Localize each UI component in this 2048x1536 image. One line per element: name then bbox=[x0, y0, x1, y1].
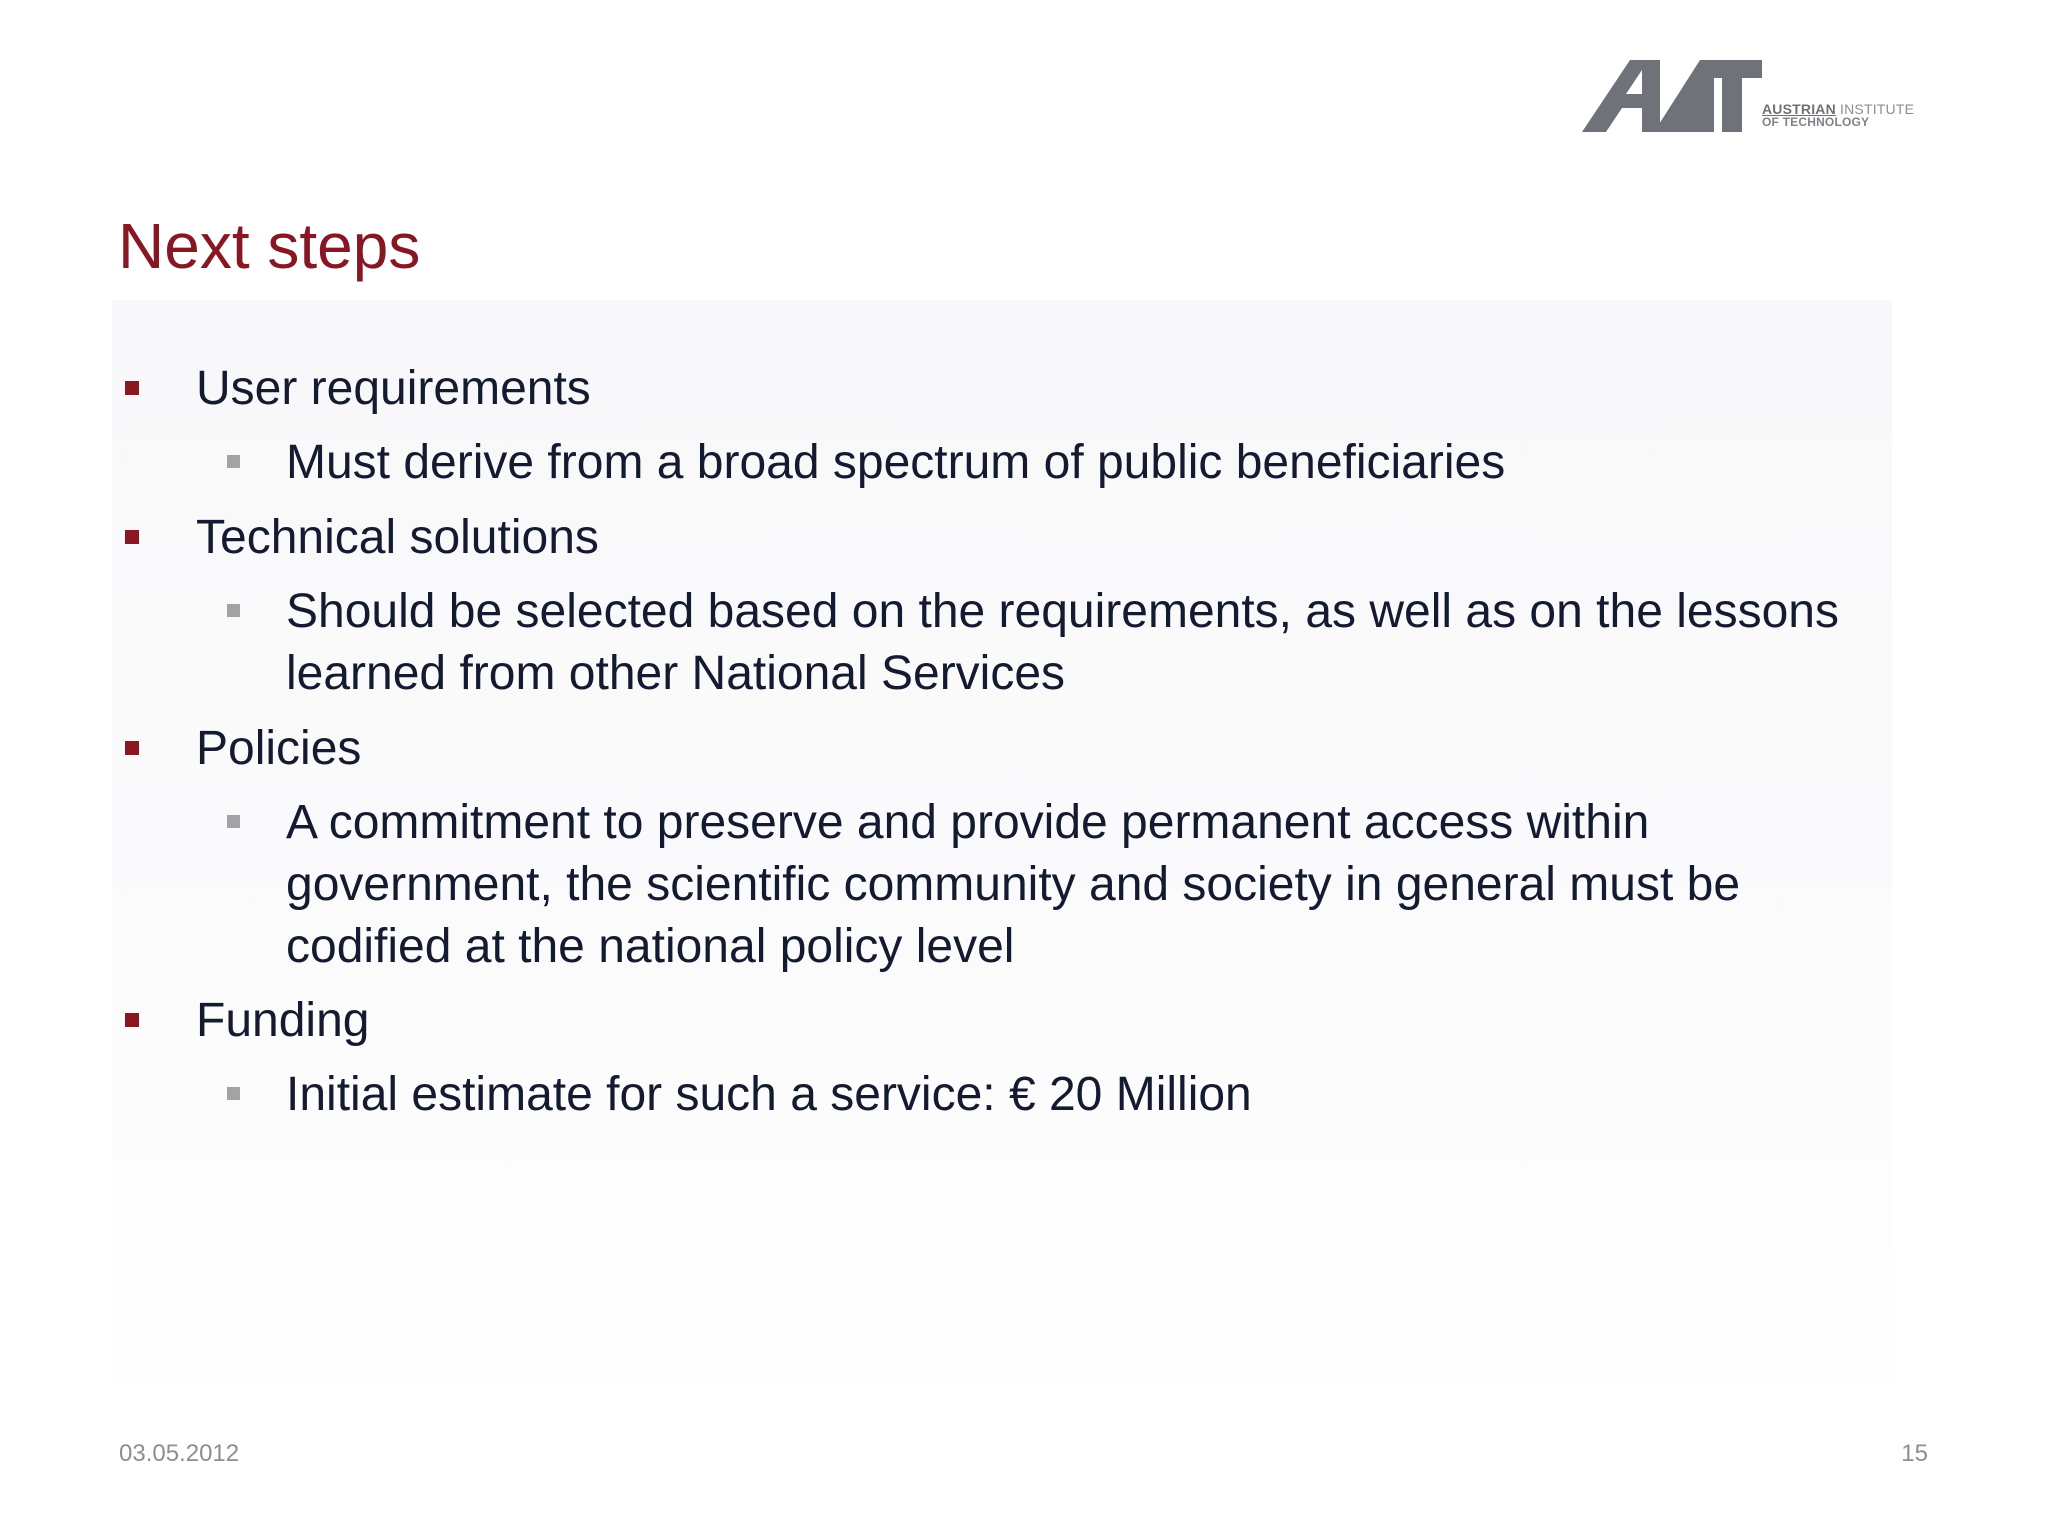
level1-bullet-icon bbox=[125, 741, 139, 755]
level2-bullet-icon bbox=[227, 604, 240, 617]
level1-bullet-icon bbox=[125, 381, 139, 395]
subbullet-funding: Initial estimate for such a service: € 20 Million bbox=[286, 1068, 1252, 1121]
level2-bullet-icon bbox=[227, 815, 240, 828]
level2-bullet-icon bbox=[227, 455, 240, 468]
subbullet-user-requirements: Must derive from a broad spectrum of public beneficiaries bbox=[286, 436, 1506, 489]
level1-bullet-icon bbox=[125, 530, 139, 544]
bullet-funding: Funding bbox=[196, 994, 370, 1047]
page-number: 15 bbox=[1901, 1440, 1928, 1467]
level1-bullet-icon bbox=[125, 1013, 139, 1027]
subbullet-technical-solutions: Should be selected based on the requirements, as well as on the lessons learned from other National Services bbox=[286, 585, 1839, 700]
bullet-user-requirements: User requirements bbox=[196, 362, 591, 415]
ait-logo-mark bbox=[1582, 56, 1762, 136]
bullet-technical-solutions: Technical solutions bbox=[196, 511, 599, 564]
ait-logo bbox=[1582, 56, 1942, 136]
logo-line1-regular: INSTITUTE bbox=[1835, 101, 1915, 117]
subbullet-policies: A commitment to preserve and provide permanent access within government, the scientific community and society in general must be codified at the national policy level bbox=[286, 796, 1741, 973]
slide-title: Next steps bbox=[118, 210, 421, 282]
ait-logo-wordmark bbox=[1762, 102, 1942, 142]
logo-line2: OF TECHNOLOGY bbox=[1762, 115, 1870, 129]
bullet-policies: Policies bbox=[196, 722, 362, 775]
logo-line1-bold: AUSTRIAN bbox=[1762, 101, 1836, 117]
level2-bullet-icon bbox=[227, 1087, 240, 1100]
footer-date: 03.05.2012 bbox=[119, 1440, 240, 1467]
